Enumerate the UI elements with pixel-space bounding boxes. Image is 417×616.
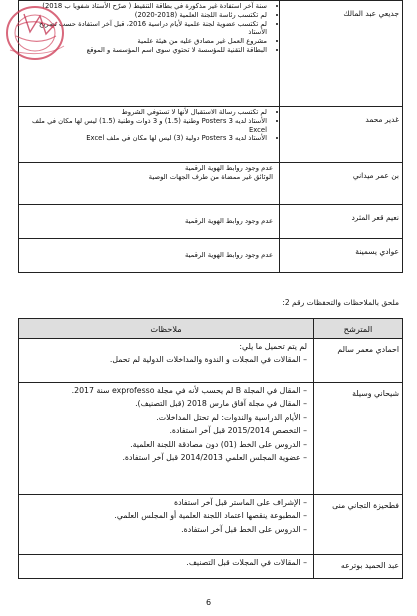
remark-line: عدم وجود روابط الهوية الرقمية xyxy=(184,251,273,260)
remarks-cell xyxy=(19,163,280,205)
candidate-name: عوادي يسمينة xyxy=(280,239,403,273)
list-item: • البطاقة التقنية للمؤسسة لا تحتوي سوى اسم المؤسسة و الموقع xyxy=(22,46,267,55)
candidate-name: جديعي عبد المالك xyxy=(280,1,403,107)
remarks-table-1 xyxy=(18,0,403,273)
remark-line: – المقالات في المجلات قبل التصنيف. xyxy=(186,558,307,567)
remarks-cell xyxy=(19,495,314,555)
list-item: • لم تكتسب رئاسة اللجنة العلمية (2018-2020) xyxy=(22,11,267,20)
remark-line: – الدروس على الخط قبل آخر استفادة. xyxy=(181,524,307,534)
table-row xyxy=(19,205,403,239)
list-item: • مشروع العمل غير مصادق عليه من هيئة علمية xyxy=(22,37,267,46)
candidate-name: غدير محمد xyxy=(280,107,403,163)
remarks-cell xyxy=(19,555,314,579)
candidate-name: شيحاني وسيلة xyxy=(314,383,403,495)
remark-line: عدم وجود روابط الهوية الرقمية xyxy=(184,164,273,172)
list-item: • الأستاذ لديه 3 Posters وطنية (1.5) و 3 ذوات وطنية (1.5) ليس لها مكان في ملف Excel xyxy=(22,117,267,135)
remarks-table-2 xyxy=(18,318,403,579)
table-row xyxy=(19,383,403,495)
table-row xyxy=(19,163,403,205)
table-row xyxy=(19,1,403,107)
table-header-row xyxy=(19,319,403,339)
table-row xyxy=(19,495,403,555)
remarks-cell xyxy=(19,107,280,163)
table-row xyxy=(19,107,403,163)
official-stamp-icon xyxy=(2,2,72,64)
remark-line: عدم وجود روابط الهوية الرقمية xyxy=(184,217,273,226)
remark-line: – المقال في المجلة B لم يحسب لأنه في مجلة exprofesso سنة 2017. xyxy=(71,386,307,395)
list-item: • سنة آخر استفادة غير مذكورة في بطاقة التنقيط ( صرّح الأستاذ شفويا ب 2018) xyxy=(22,2,267,11)
remarks-cell xyxy=(19,383,314,495)
candidate-name: احمادي معمر سالم xyxy=(314,339,403,383)
candidate-name: عبد الحميد بوترعه xyxy=(314,555,403,579)
remark-line: – الدروس على الخط (01) دون مصادقة اللجنة العلمية. xyxy=(130,439,307,449)
candidate-name: نعيم قعر المثرد xyxy=(280,205,403,239)
page-number: 6 xyxy=(205,598,212,607)
list-item: • الأستاذ لديه 3 Posters دولية (3) ليس لها مكان في ملف Excel xyxy=(22,134,267,143)
candidate-name: بن عمر ميداني xyxy=(280,163,403,205)
remark-line: – الإشراف على الماستر قبل آخر استفادة xyxy=(173,498,307,507)
table-row xyxy=(19,555,403,579)
column-header-candidate: المترشح xyxy=(314,319,403,339)
remark-line: – التخصص 2015/2014 قبل آخر استفادة. xyxy=(169,426,307,436)
remark-line: – المقال في مجلة آفاق مارس 2018 (قبل التصنيف). xyxy=(135,399,307,409)
column-header-remarks: ملاحظات xyxy=(19,319,314,339)
list-item: • لم تكتسب رسالة الاستقبال لأنها لا تستوفي الشروط xyxy=(22,108,267,117)
candidate-name: فطحيزة التجاني منى xyxy=(314,495,403,555)
table-row xyxy=(19,339,403,383)
remark-line: – الأيام الدراسية والندوات: لم تحتل المداخلات. xyxy=(156,412,307,422)
remarks-cell xyxy=(19,205,280,239)
list-item: • لم تكتسب عضوية لجنة علمية لأيام دراسية 2016، قبل آخر استفادة حسب تصريح الأستاذ xyxy=(22,20,267,38)
remark-line: – المطبوعة ينقصها اعتماد اللجنة العلمية أو المجلس العلمي. xyxy=(114,511,307,521)
remarks-cell xyxy=(19,339,314,383)
remark-line: لم يتم تحميل ما يلي: xyxy=(239,342,307,351)
remark-line: – عضوية المجلس العلمي 2014/2013 قبل آخر استفادة. xyxy=(122,453,307,463)
remarks-cell xyxy=(19,239,280,273)
annex-caption: ملحق بالملاحظات والتحفظات رقم 2: xyxy=(282,298,399,307)
table-row xyxy=(19,239,403,273)
remark-line: الوثائق غير ممضاة من طرف الجهات الوصية xyxy=(148,172,273,181)
remark-line: – المقالات في المجلات و الندوة والمداخلات الدولية لم تحمل. xyxy=(109,355,307,365)
